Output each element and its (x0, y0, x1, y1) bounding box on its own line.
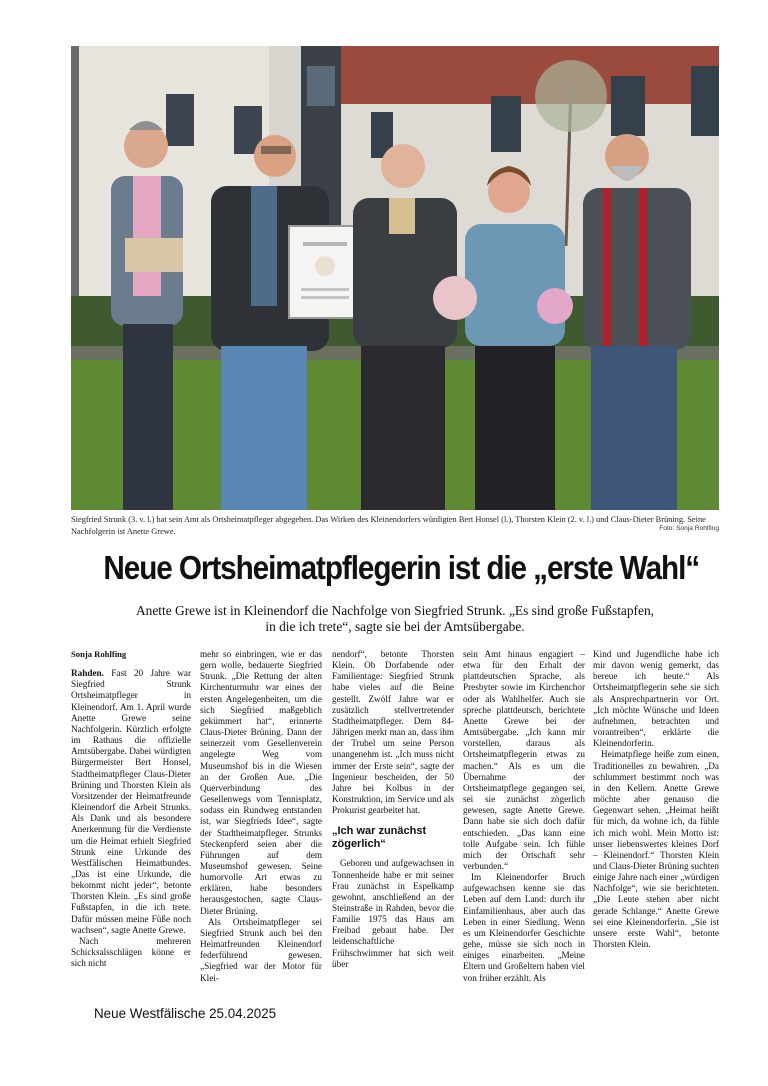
column-5 (593, 649, 719, 950)
person-5 (583, 134, 691, 510)
author-name: Sonja Rohlfing (71, 649, 127, 659)
group-photo-image (71, 46, 719, 510)
col2-paragraph-2: Als Ortsheimatpfleger sei Siegfried Strunk auch bei den Heimatfreunden Kleinendorf federführend gewesen. „Siegfried war der Motor für Klei- (200, 916, 322, 983)
article-photo (71, 46, 719, 510)
photo-caption: Siegfried Strunk (3. v. l.) hat sein Amt als Ortsheimatpfleger abgegeben. Das Wirken des Kleinendorfers würdigten Bert Honsel (l.), Thorsten Klein (2. v. l.) und Claus-Dieter Brüning. Seine Nachfolgerin ist Anette Grewe. (71, 515, 706, 536)
col3-paragraph-2: Geboren und aufgewachsen in Tonnenheide habe er mit seiner Frau zunächst in Espelkamp gewohnt, anschließend an der Steinstraße in Rahden, bevor die Familie 1975 das Haus am Freibad gebaut habe. Der leidenschaftliche Frühschwimmer hat sich weit über (332, 858, 454, 969)
column-1 (71, 649, 191, 969)
person-3 (353, 144, 457, 510)
col4-paragraph-2: Im Kleinendorfer Bruch aufgewachsen kenne sie das Leben auf dem Land: durch ihr Einfamilienhaus, aber auch das Leben in einer Siedlung. Wenn es um Kleinendorfer Geschichte gehe, müsse sie sich noch in einiges einarbeiten. „Meine Eltern und Großeltern haben viel von früher erzählt. Als (463, 872, 585, 983)
subheadline-line-2: in die ich trete“, sagte sie bei der Amtsübergabe. (265, 619, 525, 634)
col3-paragraph-1: nendorf“, betonte Thorsten Klein. Ob Dorfabende oder Familientage: Siegfried Strunk habe vieles auf die Beine gestellt. Zwölf Jahre war er zusätzlich stellvertretender Stadtheimatpfleger. Dem 84-Jährigen merkt man an, dass ihm der Trubel um seine Person unangenehm ist. „Ich muss nicht immer der Erste sein“, sagte der Ingenieur bescheiden, der 50 Jahre bei Kolbus in der Konstruktion, im Service und als Prokurist gearbeitet hat. (332, 649, 454, 816)
col5-paragraph-2: Heimatpflege heiße zum einen, Traditionelles zu bewahren. „Da schlummert bestimmt noch was in den Kellern. Anette Grewe möchte aber genauso die Gegenwart sehen. „Heimat heißt für mich, da wohne ich, da fühle ich mich wohl. Mein Motto ist: unser liebenswertes kleines Dorf – Kleinendorf.“ Thorsten Klein und Claus-Dieter Brüning suchten einige Jahre nach einer „würdigen Nachfolge“, wie sie berichteten. „Die Leute stehen aber nicht gerade Schlange.“ Anette Grewe sei eine Kleinendorferin. „Sie ist unsere erste Wahl“, betonte Thorsten Klein. (593, 749, 719, 950)
col1-paragraph-2: Nach mehreren Schicksalsschlägen könne er sich nicht (71, 935, 191, 969)
col1-p1-text: Fast 20 Jahre war Siegfried Strunk Ortsheimatpfleger in Kleinendorf. Am 1. April wurde Anette Grewe seine Nachfolgerin. Kürzlich erfolgte im Rathaus die offizielle Amtsübergabe. Dabei würdigten Bürgermeister Bert Honsel, Stadtheimatpfleger Claus-Dieter Brüning und Thorsten Klein als Vorsitzender der Heimatfreunde Kleinendorf die Arbeit Strunks. Als Dank und als besondere Anerkennung für die Verdienste um die Heimat erhielt Siegfried Strunk eine Urkunde des Westfälischen Heimatbundes. „Das ist eine Urkunde, die bekommt nicht jeder“, betonte Thorsten Klein. „Es sind große Fußstapfen, in die ich trete. Dafür müssen meine Füße noch wachsen“, sagte Anette Grewe. (71, 668, 191, 935)
col1-paragraph-1 (71, 668, 191, 936)
column-3 (332, 649, 454, 970)
dateline: Rahden. (71, 668, 104, 679)
col2-paragraph-1: mehr so einbringen, wie er das gern wolle, bedauerte Siegfried Strunk. „Die Rettung der alten Kirchenturmuhr war eines der ersten Angelegenheiten, um die sich Siegfried maßgeblich gekümmert hat“, erinnerte Claus-Dieter Brüning. Dann der seinerzeit vom Gesellenverein angelegte Weg vom Museumshof bis in die Wiesen an der Großen Aue. „Die Querverbindung des Gesellenwegs vom Tennisplatz, sodass ein Rundweg entstanden ist, war Siegfrieds Idee“, sagte der Stadtheimatpfleger. Strunks Steckenpferd seien aber die Führungen auf dem Museumshof gewesen. Seine humorvolle Art etwas zu erklären, habe besonders herausgestochen, sagte Claus-Dieter Brüning. (200, 649, 322, 916)
photo-credit: Foto: Sonja Rohlfing (659, 525, 719, 532)
subheadline (120, 603, 670, 635)
col4-paragraph-1: sein Amt hinaus engagiert – etwa für den Erhalt der plattdeutschen Sprache, als Presbyter sowie im Kirchenchor oder als Wahlhelfer. Auch sie spreche plattdeutsch, berichtete Anette Grewe bei der Amtsübergabe. „Ich kann mir vorstellen, daraus als Ortsheimatpflegerin etwas zu machen.“ Als es um die Übernahme der Ortsheimatpflege gegangen sei, sei sie zunächst zögerlich gewesen, sagte Anette Grewe. Dann habe sie sich doch dafür entschieden. „Das kann eine tolle Aufgabe sein. Ich fühle mich der Ortschaft sehr verbunden.“ (463, 649, 585, 871)
column-4 (463, 649, 585, 984)
subheadline-line-1: Anette Grewe ist in Kleinendorf die Nachfolge von Siegfried Strunk. „Es sind große Fußstapfen, (135, 603, 655, 618)
certificate (289, 226, 361, 318)
source-footer: Neue Westfälische 25.04.2025 (94, 1006, 277, 1021)
col5-paragraph-1: Kind und Jugendliche habe ich mir davon wenig gemerkt, das bereue ich heute.“ Als Ortsheimatpflegerin sehe sie sich als Ansprechpartnerin vor Ort. „Ich möchte Wünsche und Ideen aufnehmen, betrachten und vorantreiben“, erklärte die Kleinendorferin. (593, 649, 719, 749)
intermediate-heading: „Ich war zunächst zögerlich“ (332, 825, 427, 851)
column-2 (200, 649, 322, 984)
headline: Neue Ortsheimatpflegerin ist die „erste Wahl“ (103, 549, 700, 586)
